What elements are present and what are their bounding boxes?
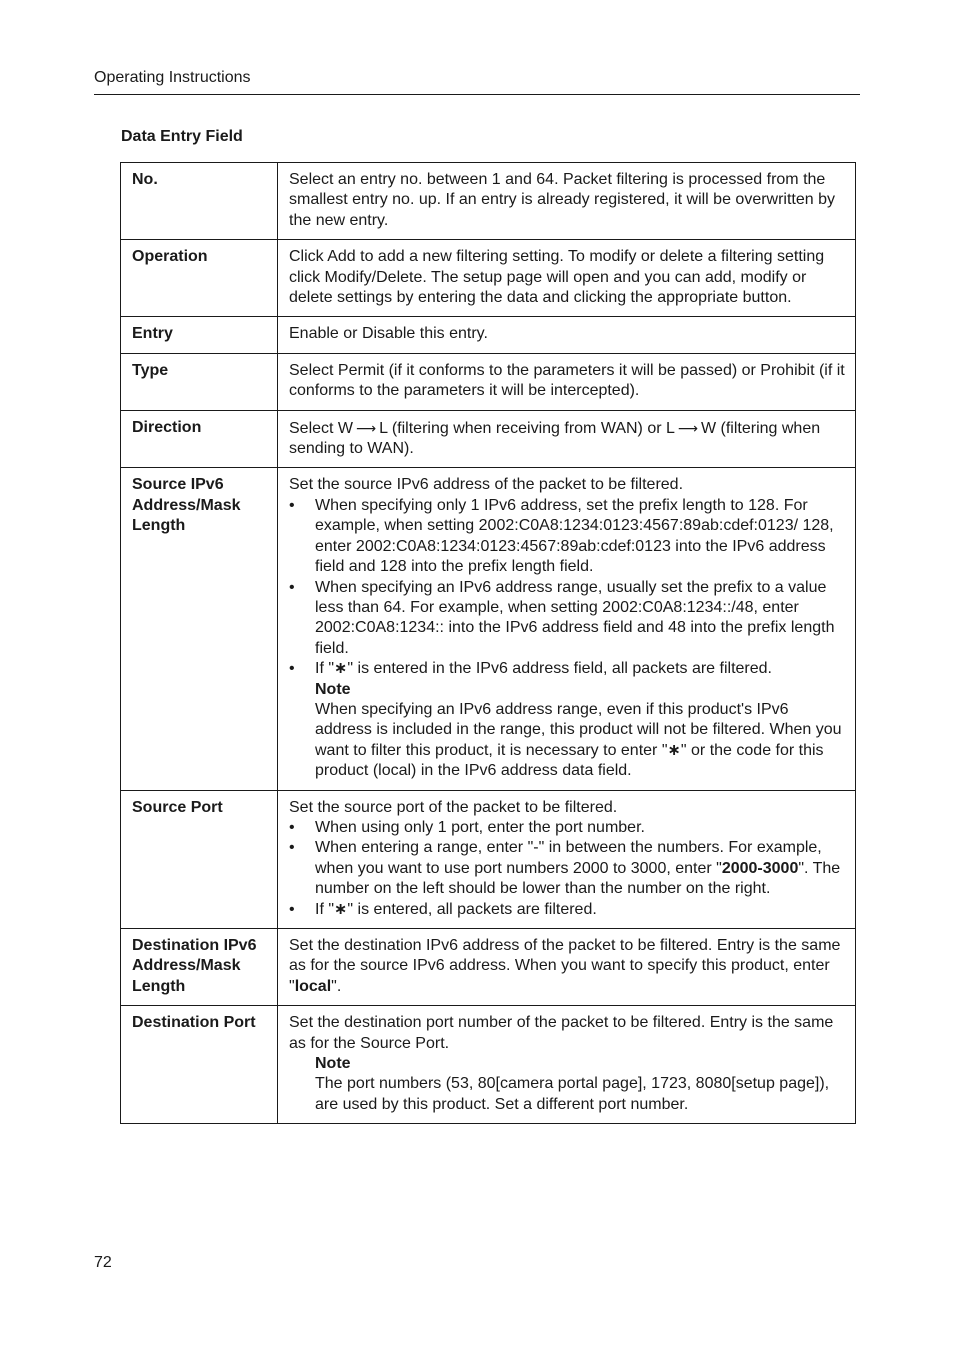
data-entry-field-table (120, 162, 856, 1124)
bullet-icon: • (289, 900, 295, 918)
table-row-destination-port (121, 1006, 856, 1124)
asterisk-symbol: ∗ (334, 900, 348, 918)
list-item (289, 900, 845, 920)
list-item-text: " is entered, all packets are filtered. (347, 900, 597, 918)
row-label: Direction (121, 410, 278, 468)
direction-text-3: W (filtering when sending to WAN). (289, 419, 821, 458)
row-label (121, 929, 278, 1006)
row-label: Type (121, 353, 278, 410)
row-label: Source Port (121, 790, 278, 928)
note-text (315, 700, 845, 782)
intro-text: Set the source port of the packet to be filtered. (289, 798, 618, 816)
row-description: Select Permit (if it conforms to the parameters it will be passed) or Prohibit (if it conforms to the parameters it will be intercepted). (278, 353, 856, 410)
bullet-list (289, 818, 845, 920)
row-description (278, 790, 856, 928)
bullet-icon: • (289, 660, 295, 678)
row-description (278, 468, 856, 790)
row-description: Click Add to add a new filtering setting. To modify or delete a filtering setting click Modify/Delete. The setup page will open and you can add, modify or delete settings by entering the data and clicking the appropriate button. (278, 240, 856, 317)
description-text: Set the destination port number of the packet to be filtered. Entry is the same as for the Source Port. (289, 1014, 834, 1052)
direction-text-1: Select W (289, 419, 354, 437)
asterisk-symbol: ∗ (334, 660, 348, 678)
table-row-no (121, 163, 856, 240)
list-item-text: If " (315, 660, 335, 678)
arrow-right-icon: ⟶ (356, 419, 377, 436)
table-row-operation (121, 240, 856, 317)
bullet-icon: • (289, 839, 295, 857)
row-label: No. (121, 163, 278, 240)
list-item-text: ". The number on the left should be lower than the number on the right. (315, 859, 841, 898)
table-row-source-port (121, 790, 856, 928)
bullet-list (289, 496, 845, 680)
note-text: The port numbers (53, 80[camera portal page], 1723, 8080[setup page]), are used by this product. Set a different port number. (315, 1075, 830, 1113)
row-description (278, 1006, 856, 1124)
list-item (289, 659, 845, 679)
bullet-icon: • (289, 818, 295, 836)
port-range-example: 2000-3000 (721, 859, 799, 877)
list-item-text: If " (315, 900, 335, 918)
table-row-direction (121, 410, 856, 468)
note-heading: Note (315, 1055, 351, 1073)
list-item-text: When specifying only 1 IPv6 address, set the prefix length to 128. For example, when setting 2002:C0A8:1234:0123:4567:89ab:cdef:0123/ 128, enter 2002:C0A8:1234:0123:4567:89ab:cdef:0123 into the IPv6 address field and 128 into the prefix length field. (315, 496, 834, 576)
arrow-right-icon: ⟶ (677, 419, 698, 436)
asterisk-symbol: ∗ (667, 741, 681, 759)
row-label: Entry (121, 317, 278, 353)
list-item (289, 838, 845, 899)
note-block (289, 680, 845, 782)
row-label-line: Address/Mask (132, 496, 241, 514)
local-keyword: local (294, 977, 332, 995)
row-label-line: Length (132, 977, 186, 995)
row-label: Operation (121, 240, 278, 317)
list-item-text: When entering a range, enter "-" in between the numbers. For example, when you want to use port numbers 2000 to 3000, enter " (315, 839, 822, 877)
table-row-source-ipv6 (121, 468, 856, 790)
list-item-text: When specifying an IPv6 address range, usually set the prefix to a value less than 64. For example, when setting 2002:C0A8:1234::/48, enter 2002:C0A8:1234:: into the IPv6 address field and 48 into the prefix length field. (315, 578, 835, 657)
running-header: Operating Instructions (94, 68, 860, 95)
list-item-text: " is entered in the IPv6 address field, all packets are filtered. (347, 660, 772, 678)
row-label-line: Length (132, 517, 186, 535)
list-item (289, 496, 845, 578)
bullet-icon: • (289, 496, 295, 514)
description-text: Set the destination IPv6 address of the packet to be filtered. Entry is the same as for the source IPv6 address. When you want to specify this product, enter " (289, 937, 841, 995)
section-title: Data Entry Field (121, 128, 243, 145)
row-description: Select an entry no. between 1 and 64. Packet filtering is processed from the smallest entry no. up. If an entry is already registered, it will be overwritten by the new entry. (278, 163, 856, 240)
note-text-part: When specifying an IPv6 address range, even if this product's IPv6 address is included in the range, this product will not be filtered. When you want to filter this product, it is necessary to enter " (315, 700, 842, 759)
row-label-line: Address/Mask (132, 957, 241, 975)
list-item (289, 578, 845, 660)
note-text-part: " or the code for this product (local) in the IPv6 address data field. (315, 741, 824, 780)
row-label: Destination Port (121, 1006, 278, 1124)
description-text: ". (331, 977, 342, 995)
row-description: Enable or Disable this entry. (278, 317, 856, 353)
page-number: 72 (94, 1254, 112, 1271)
list-item-text: When using only 1 port, enter the port number. (315, 818, 645, 836)
note-block (289, 1054, 845, 1115)
intro-text: Set the source IPv6 address of the packet to be filtered. (289, 476, 684, 494)
row-description (278, 929, 856, 1006)
table-row-type (121, 353, 856, 410)
list-item (289, 818, 845, 838)
row-label (121, 468, 278, 790)
bullet-icon: • (289, 578, 295, 596)
row-label-line: Source IPv6 (132, 476, 224, 494)
row-label-line: Destination IPv6 (132, 937, 257, 954)
table-row-destination-ipv6 (121, 929, 856, 1006)
direction-text-2: L (filtering when receiving from WAN) or L (379, 419, 675, 437)
row-description (278, 410, 856, 468)
table-row-entry (121, 317, 856, 353)
note-heading: Note (315, 680, 351, 698)
